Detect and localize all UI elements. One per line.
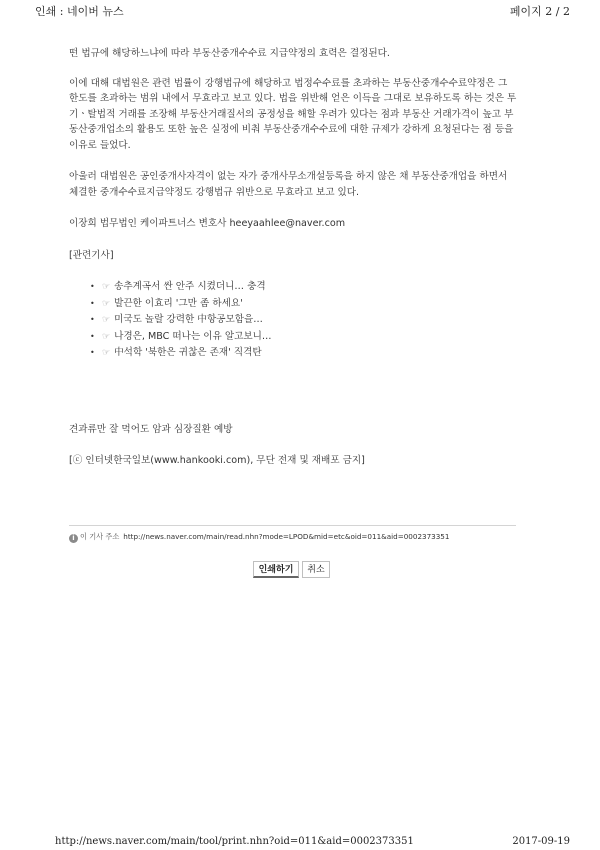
related-articles-list xyxy=(69,279,519,362)
related-article-item[interactable] xyxy=(90,296,519,313)
article-url-label: 이 기사 주소 xyxy=(80,532,120,541)
info-icon: i xyxy=(69,534,78,543)
author-byline: 이장희 법무법인 케이파트너스 변호사 heeyaahlee@naver.com xyxy=(69,218,346,229)
bullet-icon: • xyxy=(90,331,95,341)
related-article-link[interactable]: 中석학 '북한은 귀찮은 존재' 직격탄 xyxy=(114,347,262,359)
related-article-link[interactable]: 송추계곡서 싼 안주 시켰더니… 충격 xyxy=(114,281,266,292)
article-url: http://news.naver.com/main/read.nhn?mode=LPOD&mid=etc&oid=011&aid=0002373351 xyxy=(123,532,450,541)
article-body xyxy=(69,46,519,485)
related-article-item[interactable] xyxy=(90,312,519,329)
bullet-icon: • xyxy=(90,348,95,358)
print-header xyxy=(35,3,570,17)
bullet-icon: • xyxy=(90,282,95,291)
print-footer-url: http://news.naver.com/main/tool/print.nhn?oid=011&aid=0002373351 xyxy=(55,836,414,847)
print-header-page: 페이지 2 / 2 xyxy=(509,5,570,18)
related-article-item[interactable] xyxy=(90,329,519,346)
article-paragraph: 이에 대해 대법원은 관련 법률이 강행법규에 해당하고 법정수수료를 초과하는 부동산중개수수료약정은 그 한도를 초과하는 범위 내에서 무효라고 보고 있다. 법을 위반해 얻은 이득을 그대로 보유하도록 하는 것은 투기ㆍ탈법적 거래를 조장해 부동산거래질서의 공정성을 해할 우려가 있다는 점과 부동산 거래가격이 높고 부동산중개업소의 활용도 또한 높은 실정에 비춰 부동산중개수수료에 대한 규제가 강하게 요청된다는 점 등을 이유로 들었다. xyxy=(69,77,517,151)
pointing-hand-icon: ☞ xyxy=(102,282,111,292)
related-article-link[interactable]: 미국도 놀랄 강력한 中항공모함을… xyxy=(114,314,263,326)
article-paragraph: 떤 법규에 해당하느냐에 따라 부동산중개수수료 지급약정의 효력은 결정된다. xyxy=(69,48,390,59)
related-articles-heading: [관련기사] xyxy=(69,249,114,261)
print-button[interactable]: 인쇄하기 xyxy=(253,561,299,578)
print-header-title: 인쇄 : 네이버 뉴스 xyxy=(35,5,124,18)
print-footer-date: 2017-09-19 xyxy=(512,836,570,847)
pointing-hand-icon: ☞ xyxy=(102,348,111,359)
related-article-item[interactable] xyxy=(90,345,519,362)
divider xyxy=(69,525,516,526)
cancel-button[interactable]: 취소 xyxy=(302,561,330,578)
bullet-icon: • xyxy=(90,298,95,308)
related-article-link[interactable]: 발끈한 이효리 '그만 좀 하세요' xyxy=(114,297,243,309)
article-url-bar xyxy=(69,532,449,543)
article-paragraph: 아울러 대법원은 공인중개사자격이 없는 자가 중개사무소개설등록을 하지 않은 채 부동산중개업을 하면서 체결한 중개수수료지급약정도 강행법규 위반으로 무효라고 보고 있다. xyxy=(69,171,508,198)
bullet-icon: • xyxy=(90,315,95,325)
pointing-hand-icon: ☞ xyxy=(102,315,111,326)
related-article-item[interactable] xyxy=(90,279,519,296)
related-article-link[interactable]: 나경은, MBC 떠나는 이유 알고보니… xyxy=(114,330,272,342)
pointing-hand-icon: ☞ xyxy=(102,298,111,309)
copyright-notice: [ⓒ 인터넷한국일보(www.hankooki.com), 무단 전재 및 재배포 금지] xyxy=(69,455,365,467)
health-headline: 견과류만 잘 먹어도 암과 심장질환 예방 xyxy=(69,423,233,435)
pointing-hand-icon: ☞ xyxy=(102,331,111,342)
